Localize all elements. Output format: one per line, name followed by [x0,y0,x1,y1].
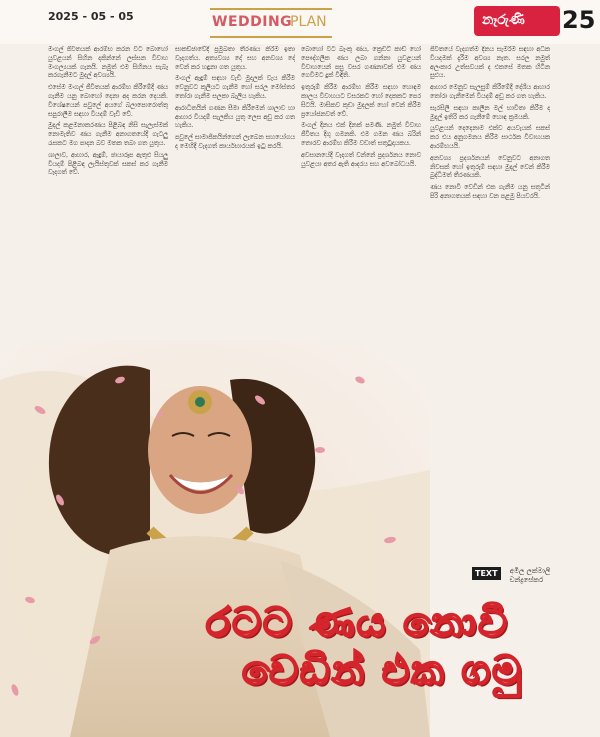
paragraph: පවුලේ සාමාජිකයින්ගෙන් ලැබෙන සහයෝගය ද මෙහිදී වැදගත් කාර්යභාරයක් ඉටු කරයි. [175,134,295,150]
section-word-wedding: WEDDING [212,14,293,30]
section-word-plan: PLAN [290,14,327,30]
paragraph: අවසානයේදී වැදගත් වන්නේ ප්‍රදර්ශනය නොව යුවළයා අතර ඇති ආදරය සහ අවබෝධයයි. [301,151,421,168]
text-column-1 [48,46,168,346]
paragraph: සාකච්ඡාවේදී ප්‍රමුඛතා තීරණය කිරීම ඉතා වැදගත්ය. අත්‍යවශ්‍ය දේ සහ අනවශ්‍ය දේ වෙන් කර හඳුනා ගත යුතුය. [175,46,295,71]
paragraph: ශාලාව, ආහාර, ඇඳුම්, ඡායාරූප ඇතුළු සියලු වියදම් පිළිබඳ ලැයිස්තුවක් සකස් කර ගැනීම වැදගත් වේ. [48,151,168,177]
paragraph: මුදල් කළමනාකරණය පිළිබඳ නිසි සැලැස්මක් නොමැතිව ණය ගැනීම අනාගතයේදී ගැටලු රැසකට මග පාදන බව මතක තබා ගත යුතුය. [48,122,168,147]
text-tag: TEXT [472,567,501,580]
paragraph: එසේම මංගල් ජීවිතයක් ආරම්භ කිරීමේදී ණය ගැනීම යනු බොහෝ දෙනා අද කරන දෙයකි. විශේෂයෙන් පවුලේ අයගේ බලාපොරොත්තු සපුරාලීම සඳහා වියදම් වැඩි වේ. [48,84,168,118]
magazine-name: නෑරුණි [482,12,525,28]
issue-date: 2025 - 05 - 05 [48,10,134,23]
paragraph: ආරාධිතයින් ගණන සීමා කිරීමෙන් ශාලාව හා ආහාර වියදම් සැලකිය යුතු ලෙස අඩු කර ගත හැකිය. [175,104,295,130]
paragraph: බොහෝ විට බැංකු ණය, ක්‍රෙඩිට් කාඩ් හෝ පෞද්ගලික ණය ලබා ගන්නා යුවළයන් විවාහයෙන් පසු වසර ගණනාවක් එම ණය ගෙවීමට දුක් විඳිති. [301,46,421,80]
paragraph: ජීවිතයේ වැදගත්ම දිනය සැමරීම සඳහා අධික වියදමක් දැරීම අවශ්‍ය නැත. සරල නමුත් අලංකාර උත්සවයක් ද එකසේ මතක හිටින සුළුය. [430,46,550,80]
paragraph: අනවශ්‍ය ප්‍රදර්ශනයන් වෙනුවට අනාගත නිවසක් හෝ ඉතුරුම් සඳහා මුදල් වෙන් කිරීම බුද්ධිමත් තීරණයකි. [430,154,550,180]
headline [206,600,586,694]
byline [472,567,550,586]
text-column-2 [175,46,295,346]
section-title [210,8,332,38]
author-name [510,567,551,585]
paragraph: මංගල් දිනය එක් දිනක් පමණි. නමුත් විවාහ ජීවිතය දිගු ගමනකි. එම ගමන ණය බරින් තොරව ආරම්භ කිරීම වඩාත් සතුටුදායකය. [301,122,421,147]
headline-line-1: රටට ණය නොවී [206,600,509,646]
paragraph: ණය නොවී වෙඩින් එක ගැනීම යනු සතුටින් පිරි අනාගතයක් සඳහා වන පළමු පියවරයි. [430,184,550,200]
paragraph: ආහාර මෙනුව සැලසුම් කිරීමේදී දේශීය ආහාර තෝරා ගැනීමෙන් වියදම් අඩු කර ගත හැකිය. [430,84,550,100]
paragraph: මංගල් ඇඳුම් සඳහා වැඩි මුදලක් වැය කිරීම වෙනුවට කුලියට ගැනීම හෝ සරල මෝස්තර තෝරා ගැනීම සලකා බැලිය හැකිය. [175,75,295,100]
headline-line-2: වෙඩින් එක ගමු [242,648,523,694]
paragraph: සැරසිලි සඳහා කාලීන මල් භාවිතා කිරීම ද මුදල් ඉතිරි කර ගැනීමේ හොඳ ක්‍රමයකි. [430,104,550,121]
paragraph: ඉතුරුම් කිරීම ආරම්භ කිරීම සඳහා හොඳම කාලය විවාහයට වසරකට හෝ දෙකකට පෙර සිටයි. මාසිකව කුඩා මුදලක් හෝ වෙන් කිරීම ප්‍රයෝජනවත් වේ. [301,84,421,118]
author-name-line-1: අමිල ලක්මාලි [509,567,551,575]
magazine-logo [474,6,560,36]
paragraph: යුවළයන් දෙදෙනාම එක්ව අයවැයක් සකස් කර එය අනුගමනය කිරීම සාර්ථක විවාහයක ආරම්භයයි. [430,125,550,150]
page-number: 25 [562,6,596,34]
paragraph: මංගල් ජීවිතයක් ආරම්භ කරන විට බොහෝ යුවළයන් සිහින දකින්නේ ලස්සන විවාහ මංගල්‍යයක් ගැනයි. නමුත් එම සිහිනය සැබෑ කරගැනීමට මුදල් අවශ්‍යයි. [48,46,168,80]
page-header [0,0,600,44]
author-name-line-2: චන්ද්‍රසේකර [509,576,544,584]
text-column-4 [430,46,550,571]
